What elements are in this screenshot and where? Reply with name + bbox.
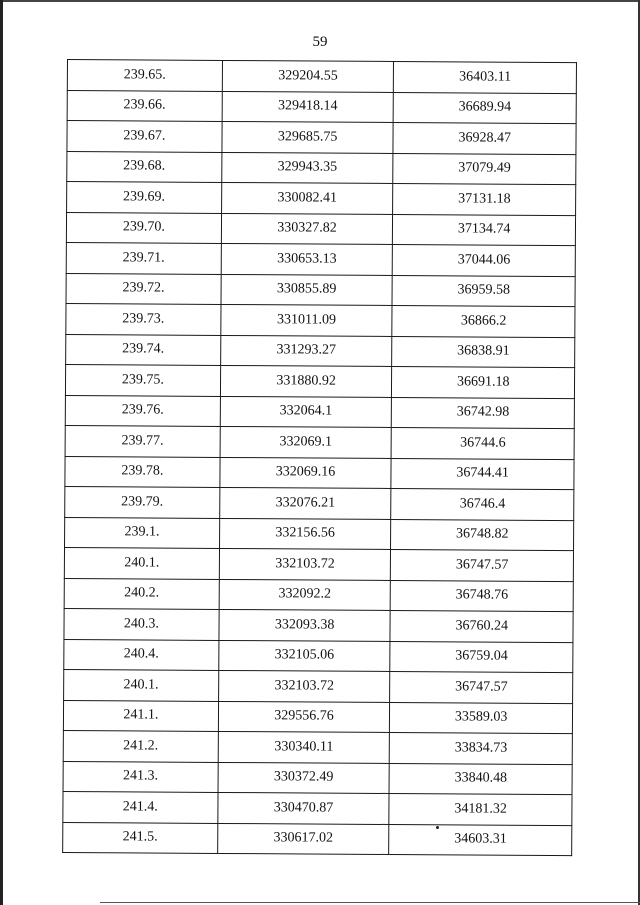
x-coordinate-cell: 329418.14 [222, 91, 394, 123]
table-row [65, 364, 574, 398]
point-id-cell: 239.71. [66, 242, 221, 273]
point-id-cell: 240.1. [64, 547, 219, 578]
table-row [65, 486, 574, 520]
x-coordinate-cell: 329204.55 [222, 60, 394, 92]
point-id-cell: 239.74. [66, 334, 221, 365]
page-edge-top [0, 0, 640, 2]
x-coordinate-cell: 332076.21 [219, 487, 391, 519]
point-id-cell: 241.3. [63, 761, 218, 792]
table-row [63, 761, 572, 795]
point-id-cell: 239.1. [65, 517, 220, 548]
y-coordinate-cell: 36928.47 [393, 122, 576, 154]
y-coordinate-cell: 37079.49 [393, 153, 576, 185]
table-row [64, 578, 573, 612]
y-coordinate-cell: 33834.73 [390, 732, 573, 764]
x-coordinate-cell: 331011.09 [221, 304, 393, 336]
point-id-cell: 239.65. [67, 60, 222, 91]
x-coordinate-cell: 332069.1 [220, 426, 392, 458]
table-row [64, 547, 573, 581]
y-coordinate-cell: 37044.06 [393, 244, 576, 276]
table-row [66, 273, 575, 307]
point-id-cell: 241.4. [63, 791, 218, 822]
y-coordinate-cell: 36838.91 [392, 336, 575, 368]
scan-speck [436, 826, 439, 829]
table-row [63, 730, 572, 764]
table-row [66, 212, 575, 246]
y-coordinate-cell: 36744.41 [391, 458, 574, 490]
x-coordinate-cell: 329943.35 [221, 152, 393, 184]
y-coordinate-cell: 33840.48 [389, 763, 572, 795]
y-coordinate-cell: 36748.76 [391, 580, 574, 612]
x-coordinate-cell: 330855.89 [221, 274, 393, 306]
point-id-cell: 240.3. [64, 608, 219, 639]
y-coordinate-cell: 34181.32 [389, 793, 572, 825]
table-row [67, 121, 576, 155]
x-coordinate-cell: 332103.72 [219, 548, 391, 580]
table-row [66, 303, 575, 337]
y-coordinate-cell: 36747.57 [390, 671, 573, 703]
page-edge-bottom [100, 902, 640, 903]
page-edge-left [0, 0, 3, 905]
x-coordinate-cell: 332105.06 [218, 640, 390, 672]
x-coordinate-cell: 330327.82 [221, 213, 393, 245]
point-id-cell: 239.77. [65, 425, 220, 456]
table-row [64, 639, 573, 673]
coordinates-table-body [63, 60, 577, 856]
y-coordinate-cell: 37134.74 [393, 214, 576, 246]
table-row [63, 791, 572, 825]
x-coordinate-cell: 330340.11 [218, 731, 390, 763]
point-id-cell: 239.69. [67, 182, 222, 213]
x-coordinate-cell: 332103.72 [218, 670, 390, 702]
y-coordinate-cell: 36759.04 [390, 641, 573, 673]
y-coordinate-cell: 36760.24 [390, 610, 573, 642]
table-row [64, 608, 573, 642]
table-row [67, 60, 576, 94]
y-coordinate-cell: 36959.58 [392, 275, 575, 307]
x-coordinate-cell: 332064.1 [220, 396, 392, 428]
table-row [65, 425, 574, 459]
point-id-cell: 240.2. [64, 578, 219, 609]
y-coordinate-cell: 36403.11 [394, 61, 577, 93]
x-coordinate-cell: 330372.49 [218, 762, 390, 794]
x-coordinate-cell: 330653.13 [221, 243, 393, 275]
table-row [65, 517, 574, 551]
point-id-cell: 239.79. [65, 486, 220, 517]
x-coordinate-cell: 329685.75 [222, 121, 394, 153]
point-id-cell: 239.66. [67, 90, 222, 121]
table-row [63, 700, 572, 734]
table-row [66, 334, 575, 368]
point-id-cell: 241.1. [63, 700, 218, 731]
x-coordinate-cell: 330470.87 [218, 792, 390, 824]
y-coordinate-cell: 36748.82 [391, 519, 574, 551]
point-id-cell: 239.73. [66, 303, 221, 334]
y-coordinate-cell: 36747.57 [391, 549, 574, 581]
table-row [63, 822, 572, 856]
page-number: 59 [312, 34, 328, 50]
point-id-cell: 239.75. [65, 364, 220, 395]
x-coordinate-cell: 329556.76 [218, 701, 390, 733]
table-row [65, 456, 574, 490]
point-id-cell: 239.68. [67, 151, 222, 182]
x-coordinate-cell: 332093.38 [219, 609, 391, 641]
x-coordinate-cell: 331293.27 [220, 335, 392, 367]
table-row [67, 90, 576, 124]
y-coordinate-cell: 34603.31 [389, 824, 572, 856]
y-coordinate-cell: 36689.94 [394, 92, 577, 124]
y-coordinate-cell: 37131.18 [393, 183, 576, 215]
point-id-cell: 240.4. [64, 639, 219, 670]
x-coordinate-cell: 331880.92 [220, 365, 392, 397]
x-coordinate-cell: 332069.16 [220, 457, 392, 489]
x-coordinate-cell: 330082.41 [221, 182, 393, 214]
point-id-cell: 241.5. [63, 822, 218, 853]
y-coordinate-cell: 36744.6 [392, 427, 575, 459]
y-coordinate-cell: 33589.03 [390, 702, 573, 734]
table-row [64, 669, 573, 703]
x-coordinate-cell: 332092.2 [219, 579, 391, 611]
coordinates-table [62, 59, 577, 856]
table-row [67, 151, 576, 185]
table-row [66, 242, 575, 276]
y-coordinate-cell: 36691.18 [392, 366, 575, 398]
point-id-cell: 239.78. [65, 456, 220, 487]
point-id-cell: 239.72. [66, 273, 221, 304]
point-id-cell: 239.76. [65, 395, 220, 426]
table-row [65, 395, 574, 429]
y-coordinate-cell: 36746.4 [391, 488, 574, 520]
point-id-cell: 239.70. [66, 212, 221, 243]
x-coordinate-cell: 330617.02 [217, 823, 389, 855]
point-id-cell: 239.67. [67, 121, 222, 152]
point-id-cell: 240.1. [64, 669, 219, 700]
x-coordinate-cell: 332156.56 [219, 518, 391, 550]
y-coordinate-cell: 36866.2 [392, 305, 575, 337]
point-id-cell: 241.2. [63, 730, 218, 761]
table-row [67, 182, 576, 216]
y-coordinate-cell: 36742.98 [392, 397, 575, 429]
